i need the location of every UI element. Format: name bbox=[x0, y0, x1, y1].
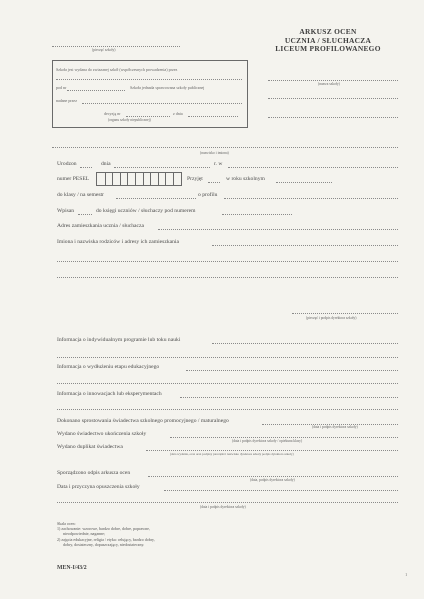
pesel-grid bbox=[96, 172, 182, 186]
stage-extension-field-2 bbox=[57, 383, 398, 384]
admission-suffix-dots bbox=[208, 182, 220, 183]
duplicate-label: Wydano duplikat świadectwa bbox=[57, 444, 123, 450]
individual-program-field-1 bbox=[212, 343, 398, 344]
duplicate-field bbox=[146, 450, 398, 451]
register-number-label: do księgi uczniów / słuchaczy pod numerem bbox=[96, 208, 196, 214]
leaving-field-1 bbox=[164, 490, 398, 491]
authorization-issuer-label: nadane przez bbox=[56, 98, 77, 103]
profile-label: o profilu bbox=[198, 192, 218, 198]
certificate-correction-label: Dokonano sprostowania świadectwa szkolnego promocyjnego / maturalnego bbox=[57, 418, 229, 424]
director-signature-line bbox=[292, 313, 398, 314]
copy-label: Sporządzono odpis arkusza ocen bbox=[57, 470, 131, 476]
admission-year-field bbox=[276, 182, 332, 183]
grading-scale-note: Skala ocen: 1) zachowanie: wzorowe, bardzo dobre, dobre, poprawne, nieodpowiednie, naganne; 2) zajęcia edukacyjne, religia / etyka: celujący, bardzo dobry, dobry, dostateczny, dopuszczający, niedostateczny. bbox=[57, 521, 155, 547]
authorization-caption: (organu szkoły niepublicznej) bbox=[108, 118, 151, 122]
page-number: 1 bbox=[405, 572, 408, 577]
form-code: MEN-I/43/2 bbox=[57, 565, 87, 571]
address-field bbox=[158, 229, 398, 230]
director-signature-caption: (pieczęć i podpis dyrektora szkoły) bbox=[306, 316, 357, 320]
surname-line bbox=[52, 147, 398, 148]
admission-label: Przyjęt bbox=[187, 176, 203, 182]
school-stamp-line bbox=[52, 46, 180, 47]
surname-caption: (nazwisko i imiona) bbox=[200, 151, 229, 155]
birth-place-label: r. w bbox=[214, 161, 223, 167]
authorization-issuer-dots bbox=[82, 103, 242, 104]
copy-field bbox=[148, 476, 398, 477]
birth-date-field bbox=[114, 167, 210, 168]
leaving-label: Data i przyczyna opuszczenia szkoły bbox=[57, 484, 140, 490]
authorization-date-dots bbox=[188, 116, 238, 117]
individual-program-field-2 bbox=[57, 357, 398, 358]
authorization-number-label: pod nr bbox=[56, 85, 67, 90]
leaving-caption: (data i podpis dyrektora szkoły) bbox=[200, 505, 246, 509]
pesel-label: numer PESEL bbox=[57, 176, 90, 182]
parents-field-2 bbox=[57, 261, 398, 262]
authorization-date-label: z dnia bbox=[173, 111, 183, 116]
admission-year-label: w roku szkolnym bbox=[226, 176, 265, 182]
leaving-field-2 bbox=[57, 502, 398, 503]
individual-program-label: Informacja o indywidualnym programie lub toku nauki bbox=[57, 337, 181, 343]
authorization-number-desc: Szkoła jednada sprawowana szkoły publicznej bbox=[130, 85, 205, 90]
parents-field-1 bbox=[212, 245, 398, 246]
parents-field-3 bbox=[57, 277, 398, 278]
school-name-line-3 bbox=[268, 117, 398, 118]
birth-place-field bbox=[228, 167, 398, 168]
birth-label: Urodzon bbox=[57, 161, 77, 167]
authorization-decision-dots bbox=[126, 116, 170, 117]
class-field bbox=[116, 198, 196, 199]
completion-certificate-label: Wydano świadectwo ukończenia szkoły bbox=[57, 431, 147, 437]
parents-label: Imiona i nazwiska rodziców i adresy ich zamieszkania bbox=[57, 239, 179, 245]
birth-day-label: dnia bbox=[101, 161, 111, 167]
completion-certificate-field bbox=[170, 437, 398, 438]
register-suffix-dots bbox=[78, 214, 92, 215]
authorization-line-1: Szkoła jest wydana do zwiazanej szkół (współczesnych prowadzenia) przez bbox=[56, 67, 178, 72]
register-number-field bbox=[222, 214, 292, 215]
class-label: do klasy / na semestr bbox=[57, 192, 104, 198]
duplicate-caption: (data wydania, oraz oraz podpisy pieczątki i nazwisko dyrektora szkoły podpis dyrektora szkoły) bbox=[170, 452, 294, 456]
school-name-caption: (nazwa szkoły) bbox=[318, 82, 340, 86]
register-label: Wpisan bbox=[57, 208, 75, 214]
authorization-number-dots bbox=[67, 90, 125, 91]
profile-field bbox=[224, 198, 398, 199]
school-stamp-caption: (pieczęć szkoły) bbox=[92, 48, 116, 52]
address-label: Adres zamieszkania ucznia / słuchacza bbox=[57, 223, 144, 229]
innovations-field-1 bbox=[180, 397, 398, 398]
certificate-correction-caption: (data i podpis dyrektora szkoły) bbox=[312, 425, 358, 429]
school-name-line-2 bbox=[268, 98, 398, 99]
copy-caption: (data, podpis dyrektora szkoły) bbox=[250, 478, 295, 482]
birth-suffix-dots bbox=[80, 167, 92, 168]
innovations-field-2 bbox=[57, 409, 398, 410]
stage-extension-field-1 bbox=[186, 370, 398, 371]
document-title: ARKUSZ OCEN UCZNIA / SŁUCHACZA LICEUM PROFILOWANEGO bbox=[275, 27, 381, 54]
innovations-label: Informacja o innowacjach lub eksperymentach bbox=[57, 391, 162, 397]
stage-extension-label: Informacja o wydłużeniu etapu edukacyjnego bbox=[57, 364, 160, 370]
authorization-decision-label: decyzją nr bbox=[104, 111, 121, 116]
completion-certificate-caption: (data i podpis dyrektora szkoły / opiekuna klasy) bbox=[232, 439, 303, 443]
school-name-line-1 bbox=[268, 80, 398, 81]
authorization-dots-1 bbox=[56, 79, 242, 80]
